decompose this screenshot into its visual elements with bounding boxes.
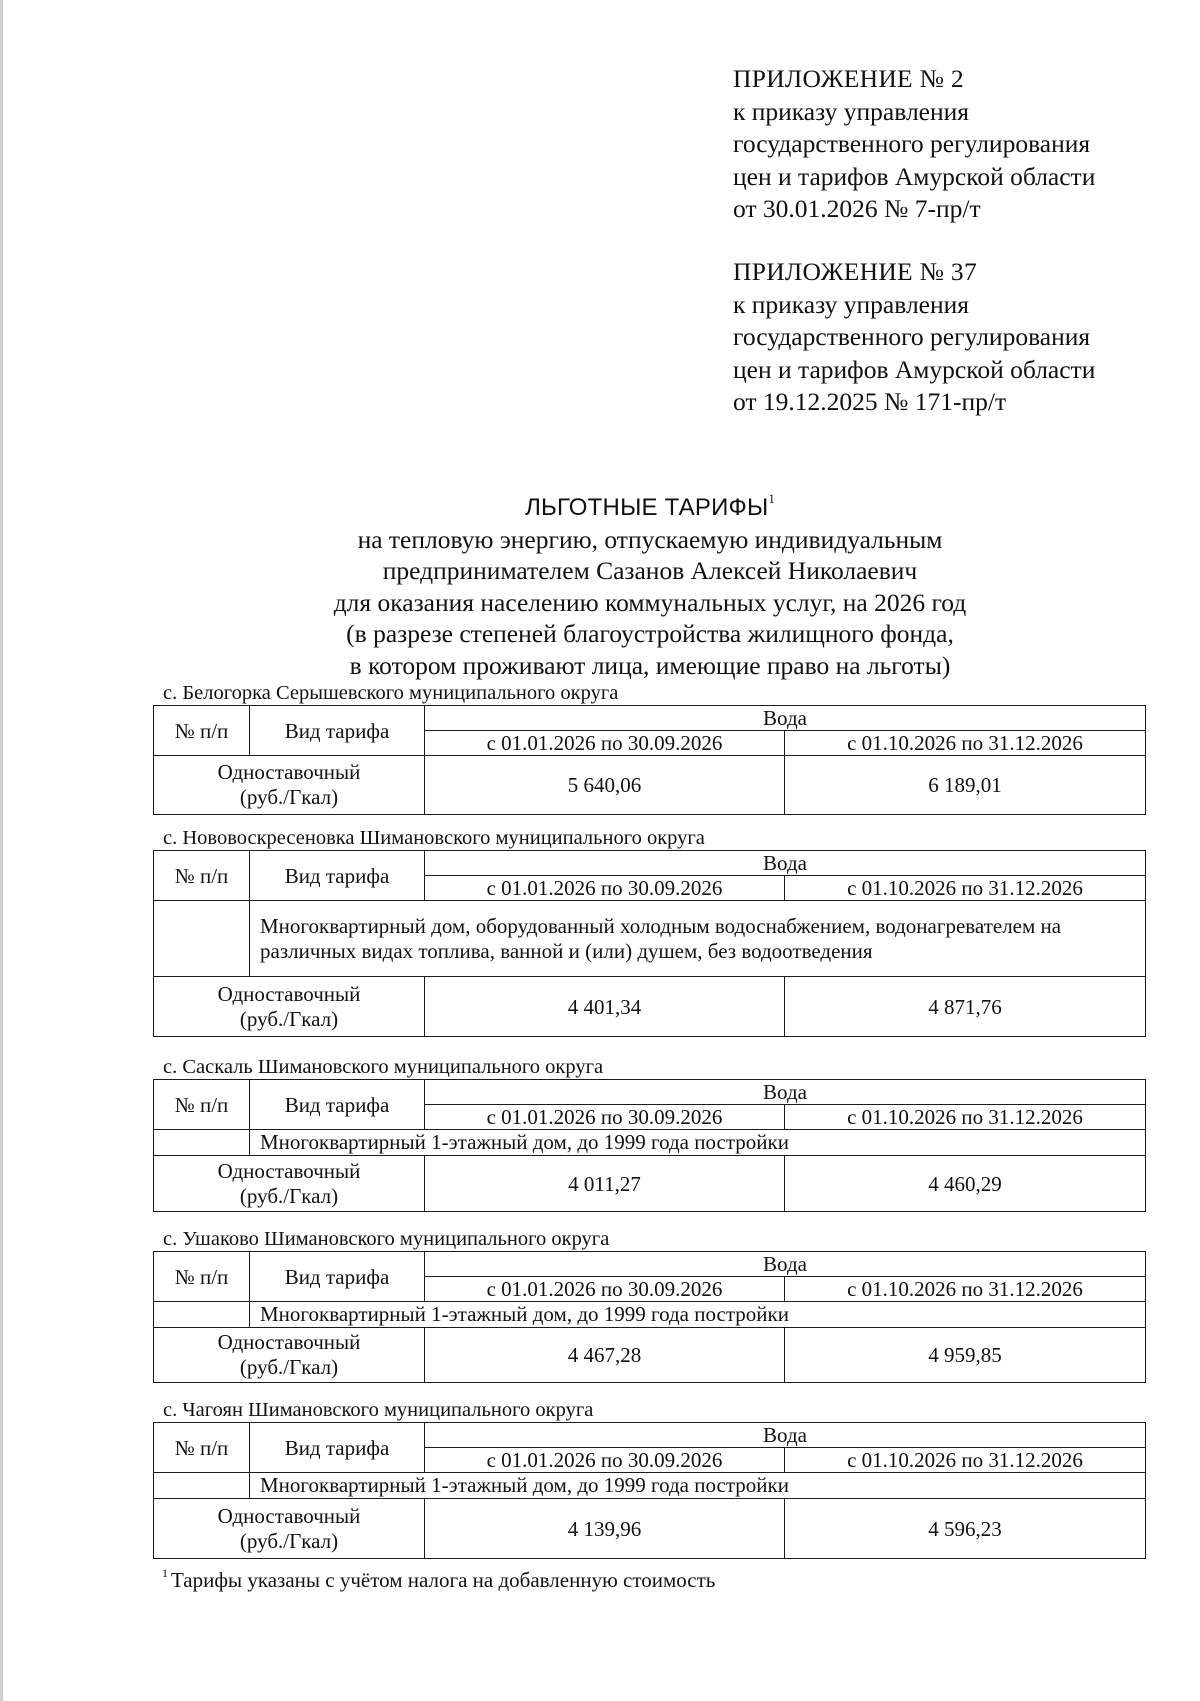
appendix-header-2	[733, 256, 1173, 419]
value-period-2: 4 959,85	[785, 1328, 1146, 1383]
appendix-line: от 30.01.2026 № 7-пр/т	[733, 194, 981, 223]
appendix-line: цен и тарифов Амурской области	[733, 354, 1096, 384]
appendix-title: ПРИЛОЖЕНИЕ № 2	[733, 64, 964, 93]
appendix-line: от 19.12.2025 № 171-пр/т	[733, 387, 1007, 416]
rate-name: Одноставочный	[217, 1330, 361, 1354]
tariff-section-5	[153, 1398, 1145, 1559]
subtitle-line: предпринимателем Сазанов Алексей Николаевич	[382, 556, 918, 585]
header-period-2: с 01.10.2026 по 31.12.2026	[785, 1105, 1146, 1130]
tariff-table	[153, 1422, 1146, 1559]
tariff-section-4	[153, 1227, 1145, 1383]
rate-name: Одноставочный	[217, 981, 361, 1006]
tariff-table	[153, 1251, 1146, 1383]
header-num: № п/п	[154, 1252, 250, 1302]
appendix-title: ПРИЛОЖЕНИЕ № 37	[733, 257, 977, 286]
header-num: № п/п	[154, 706, 250, 756]
value-period-1: 4 139,96	[425, 1499, 785, 1559]
header-group: Вода	[425, 1080, 1146, 1105]
tariff-section-3	[153, 1055, 1145, 1212]
header-group: Вода	[425, 1423, 1146, 1448]
rate-name: Одноставочный	[217, 1503, 361, 1528]
tariff-table	[153, 850, 1146, 1037]
header-type: Вид тарифа	[250, 1080, 425, 1130]
subtitle-line: для оказания населению коммунальных услуг, на 2026 год	[333, 587, 967, 617]
housing-description: Многоквартирный 1-этажный дом, до 1999 года постройки	[250, 1302, 1146, 1328]
header-period-1: с 01.01.2026 по 30.09.2026	[425, 731, 785, 756]
header-type: Вид тарифа	[250, 706, 425, 756]
header-period-1: с 01.01.2026 по 30.09.2026	[425, 1277, 785, 1302]
appendix-line: цен и тарифов Амурской области	[733, 161, 1096, 191]
description-num-cell	[154, 1302, 250, 1328]
page-edge	[0, 0, 3, 1701]
header-type: Вид тарифа	[250, 1423, 425, 1473]
value-period-1: 4 467,28	[425, 1328, 785, 1383]
tariff-section-1	[153, 681, 1145, 815]
rate-name-cell	[154, 1156, 425, 1212]
housing-description: Многоквартирный 1-этажный дом, до 1999 года постройки	[250, 1130, 1146, 1156]
rate-unit: (руб./Гкал)	[239, 1006, 339, 1031]
rate-name: Одноставочный	[217, 1158, 361, 1183]
header-period-1: с 01.01.2026 по 30.09.2026	[425, 1105, 785, 1130]
tariff-table	[153, 1079, 1146, 1212]
rate-unit: (руб./Гкал)	[239, 1355, 339, 1379]
document-title-block	[150, 483, 1150, 681]
description-num-cell	[154, 1130, 250, 1156]
rate-name-cell	[154, 1499, 425, 1559]
appendix-line: к приказу управления	[733, 96, 970, 126]
location-label: с. Белогорка Серышевского муниципального округа	[163, 682, 619, 704]
rate-name-cell	[154, 977, 425, 1037]
footnote-text: Тарифы указаны с учётом налога на добавленную стоимость	[171, 1568, 716, 1592]
subtitle-line: (в разрезе степеней благоустройства жилищного фонда,	[346, 619, 954, 648]
location-label: с. Чагоян Шимановского муниципального округа	[163, 1399, 594, 1421]
value-period-2: 6 189,01	[785, 756, 1146, 815]
location-label: с. Ушаково Шимановского муниципального округа	[163, 1228, 610, 1250]
value-period-2: 4 871,76	[785, 977, 1146, 1037]
rate-unit: (руб./Гкал)	[239, 785, 339, 809]
appendix-line: к приказу управления	[733, 289, 970, 319]
rate-name-cell	[154, 1328, 425, 1383]
location-label: с. Нововоскресеновка Шимановского муниципального округа	[163, 827, 705, 849]
header-group: Вода	[425, 851, 1146, 876]
appendix-line: государственного регулирования	[733, 129, 1091, 158]
value-period-2: 4 460,29	[785, 1156, 1146, 1212]
value-period-2: 4 596,23	[785, 1499, 1146, 1559]
appendix-line: государственного регулирования	[733, 322, 1091, 351]
location-label: с. Саскаль Шимановского муниципального округа	[163, 1056, 604, 1078]
footnote	[162, 1566, 715, 1593]
header-num: № п/п	[154, 1080, 250, 1130]
document-title	[150, 483, 1150, 524]
header-period-2: с 01.10.2026 по 31.12.2026	[785, 876, 1146, 901]
header-period-2: с 01.10.2026 по 31.12.2026	[785, 1277, 1146, 1302]
header-group: Вода	[425, 706, 1146, 731]
header-type: Вид тарифа	[250, 1252, 425, 1302]
description-num-cell	[154, 1473, 250, 1499]
header-period-2: с 01.10.2026 по 31.12.2026	[785, 731, 1146, 756]
tariff-section-2	[153, 826, 1145, 1037]
rate-unit: (руб./Гкал)	[239, 1183, 339, 1208]
value-period-1: 4 401,34	[425, 977, 785, 1037]
housing-description: Многоквартирный 1-этажный дом, до 1999 года постройки	[250, 1473, 1146, 1499]
description-num-cell	[154, 901, 250, 977]
housing-description: Многоквартирный дом, оборудованный холодным водоснабжением, водонагревателем на различных видах топлива, ванной и (или) душем, без водоотведения	[250, 901, 1146, 977]
value-period-1: 5 640,06	[425, 756, 785, 815]
header-period-2: с 01.10.2026 по 31.12.2026	[785, 1448, 1146, 1473]
value-period-1: 4 011,27	[425, 1156, 785, 1212]
header-num: № п/п	[154, 1423, 250, 1473]
header-type: Вид тарифа	[250, 851, 425, 901]
header-group: Вода	[425, 1252, 1146, 1277]
header-num: № п/п	[154, 851, 250, 901]
subtitle-line: в котором проживают лица, имеющие право на льготы)	[349, 650, 951, 680]
rate-unit: (руб./Гкал)	[239, 1528, 339, 1553]
rate-name: Одноставочный	[217, 760, 361, 784]
footnote-mark: 1	[162, 1566, 168, 1580]
subtitle-line: на тепловую энергию, отпускаемую индивидуальным	[357, 524, 943, 554]
tariff-table	[153, 705, 1146, 815]
rate-name-cell	[154, 756, 425, 815]
header-period-1: с 01.01.2026 по 30.09.2026	[425, 1448, 785, 1473]
title-footnote-mark: 1	[768, 491, 775, 506]
title-text: ЛЬГОТНЫЕ ТАРИФЫ	[525, 494, 769, 521]
header-period-1: с 01.01.2026 по 30.09.2026	[425, 876, 785, 901]
appendix-header-1	[733, 63, 1173, 226]
